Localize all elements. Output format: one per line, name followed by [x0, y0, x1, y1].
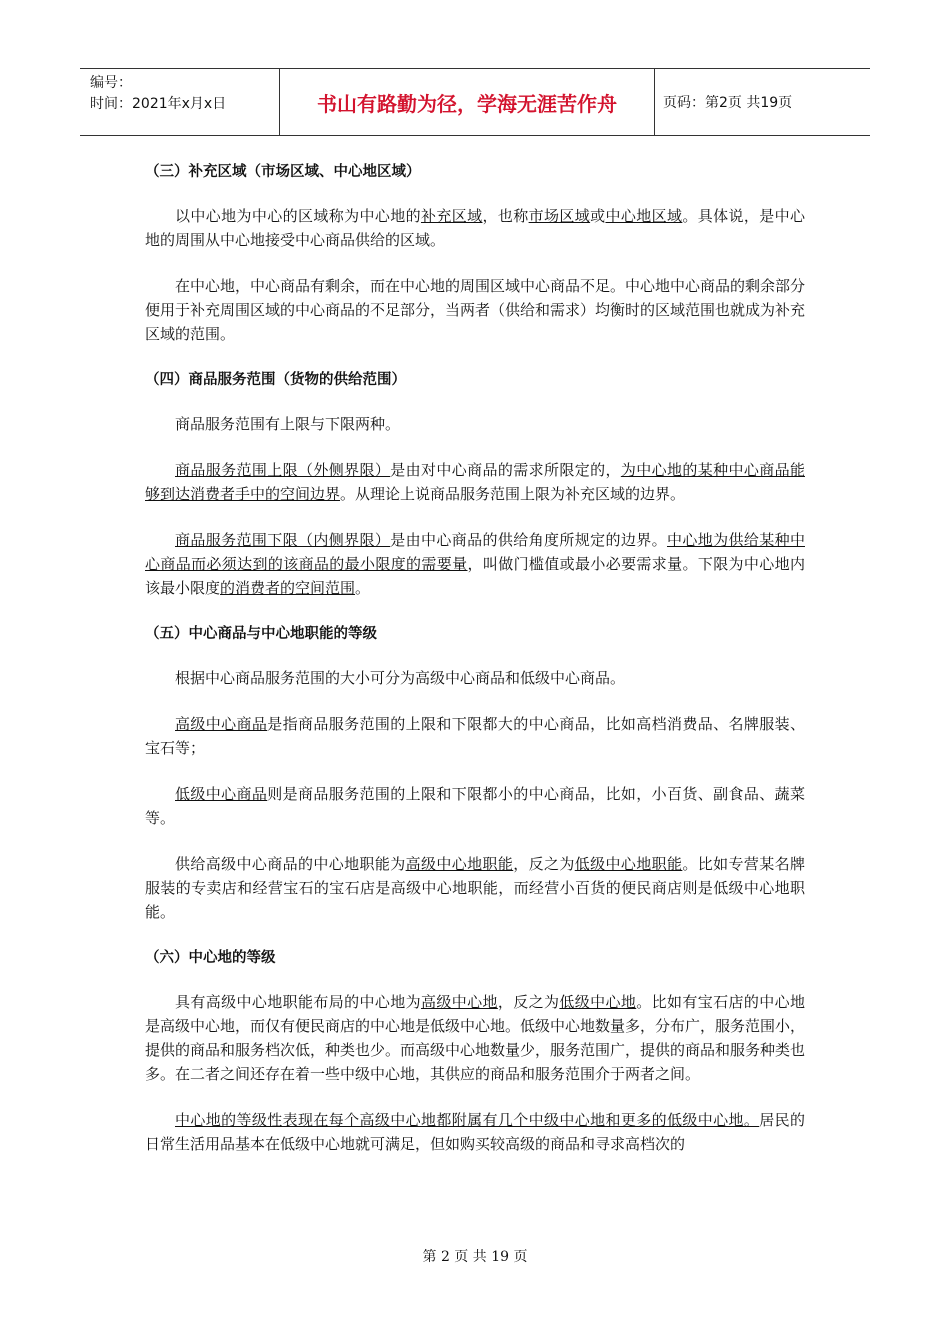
text-run: 供给高级中心商品的中心地职能为 — [175, 855, 406, 873]
underlined-term: 中心地区域 — [605, 207, 683, 225]
paragraph — [145, 782, 805, 830]
underlined-term: 低级中心地职能 — [574, 855, 683, 873]
underlined-term: 低级中心商品 — [175, 785, 268, 803]
text-run: 则是商品服务范围的上限和下限都小的中心商品，比如，小百货、副食品、蔬菜等。 — [145, 785, 805, 827]
section-heading: （三）补充区域（市场区域、中心地区域） — [145, 164, 421, 180]
number-label: 编号： — [90, 75, 132, 91]
section-heading: （四）商品服务范围（货物的供给范围） — [145, 372, 406, 388]
paragraph — [145, 666, 805, 690]
underlined-term: 商品服务范围下限（内侧界限） — [175, 531, 391, 549]
header-meta — [80, 69, 280, 135]
text-run: 。比如有宝石店的中心地是高级中心地，而仅有便民商店的中心地是低级中心地。低级中心地数量多，分布广，服务范围小，提供的商品和服务档次低，种类也少。而高级中心地数量少，服务范围广，提供的商品和服务种类也多。在二者之间还存在着一些中级中心地，其供应的商品和服务范围介于两者之间。 — [145, 993, 806, 1083]
text-run: 具有高级中心地职能布局的中心地为 — [175, 993, 421, 1011]
underlined-term: 商品服务范围上限（外侧界限） — [175, 461, 391, 479]
underlined-term: 高级中心商品 — [175, 715, 268, 733]
text-run: ，反之为 — [497, 993, 560, 1011]
text-run: 是由中心商品的供给角度所规定的边界。 — [390, 531, 667, 549]
paragraph — [145, 852, 805, 924]
underlined-term: 的消费者的空间范围 — [220, 579, 356, 597]
underlined-term: 低级中心地 — [559, 993, 637, 1011]
text-run: 商品服务范围有上限与下限两种。 — [175, 415, 401, 433]
underlined-term: 中心地的等级性表现在每个高级中心地都附属有几个中级中心地和更多的低级中心地。 — [175, 1111, 760, 1129]
underlined-term: 中心地为供给某种中心商品而必须达到的该商品的最小限度的需要量 — [145, 531, 805, 573]
text-run: 。 — [355, 579, 371, 597]
time-label: 时间：2021年x月x日 — [90, 96, 227, 112]
underlined-term: 高级中心地 — [420, 993, 498, 1011]
paragraph — [145, 204, 805, 252]
underlined-term: 为中心地的某种中心商品能够到达消费者手中的空间边界 — [145, 461, 805, 503]
paragraph — [145, 1108, 805, 1156]
text-run: 在中心地，中心商品有剩余，而在中心地的周围区域中心商品不足。中心地中心商品的剩余部分便用于补充周围区域的中心商品的不足部分，当两者（供给和需求）均衡时的区域范围也就成为补充区域的范围。 — [145, 277, 806, 343]
underlined-term: 高级中心地职能 — [405, 855, 514, 873]
text-run: ，叫做门槛值或最小必要需求量。下限为中心地内该最小限度 — [145, 555, 805, 597]
underlined-term: 补充区域 — [420, 207, 483, 225]
text-run: ，也称 — [482, 207, 529, 225]
paragraph — [145, 528, 805, 600]
section-heading: （六）中心地的等级 — [145, 950, 276, 966]
text-run: 居民的日常生活用品基本在低级中心地就可满足，但如购买较高级的商品和寻求高档次的 — [145, 1111, 805, 1153]
header-page-info: 页码：第2页 共19页 — [663, 95, 793, 111]
text-run: 以中心地为中心的区域称为中心地的 — [175, 207, 421, 225]
section-heading: （五）中心商品与中心地职能的等级 — [145, 626, 377, 642]
header-motto: 书山有路勤为径，学海无涯苦作舟 — [280, 69, 655, 135]
paragraph — [145, 712, 805, 760]
text-run: 。从理论上说商品服务范围上限为补充区域的边界。 — [340, 485, 686, 503]
paragraph — [145, 412, 805, 436]
text-run: ，反之为 — [513, 855, 575, 873]
text-run: 是由对中心商品的需求所限定的， — [390, 461, 621, 479]
document-body — [145, 160, 805, 1178]
text-run: 或 — [590, 207, 606, 225]
text-run: 。具体说，是中心地的周围从中心地接受中心商品供给的区域。 — [145, 207, 805, 249]
page-header — [80, 68, 870, 136]
paragraph — [145, 990, 805, 1086]
paragraph — [145, 274, 805, 346]
paragraph — [145, 458, 805, 506]
underlined-term: 市场区域 — [528, 207, 591, 225]
text-run: 是指商品服务范围的上限和下限都大的中心商品，比如高档消费品、名牌服装、宝石等； — [145, 715, 805, 757]
text-run: 根据中心商品服务范围的大小可分为高级中心商品和低级中心商品。 — [175, 669, 626, 687]
text-run: 。比如专营某名牌服装的专卖店和经营宝石的宝石店是高级中心地职能，而经营小百货的便民商店则是低级中心地职能。 — [145, 855, 805, 921]
page-footer: 第 2 页 共 19 页 — [422, 1249, 528, 1265]
